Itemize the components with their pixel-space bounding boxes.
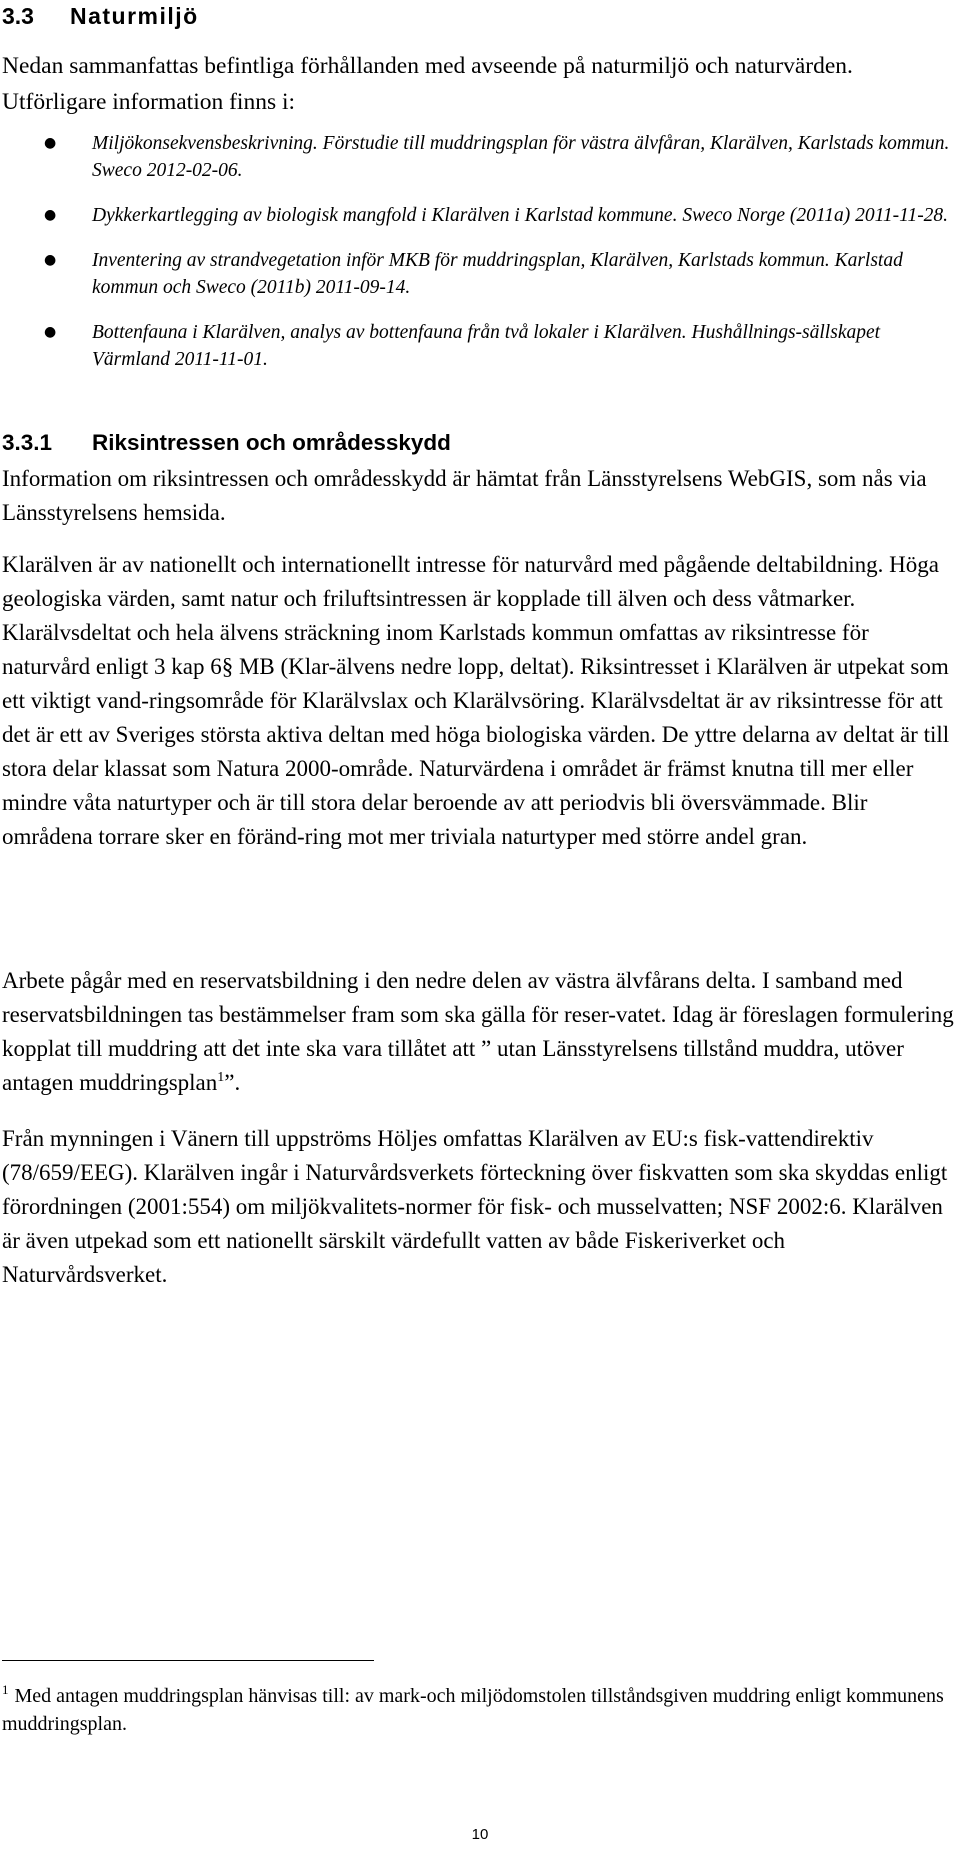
footnote-text: Med antagen muddringsplan hänvisas till: av mark-och miljödomstolen tillståndsgiven muddring enligt kommunens muddringsplan.	[2, 1685, 944, 1735]
paragraph-reservat-text: Arbete pågår med en reservatsbildning i den nedre delen av västra älvfårans delta. I samband med reservatsbildningen tas bestämmelser fram som ska gälla för reser-vatet. Idag är föreslagen formulering kopplat till muddring att det inte ska vara tillåtet att ” utan Länsstyrelsens tillstånd muddra, utöver antagen muddringsplan	[2, 968, 954, 1095]
reference-text: Inventering av strandvegetation inför MKB för muddringsplan, Klarälven, Karlstads kommun. Karlstad kommun och Sweco (2011b) 2011-09-14.	[92, 250, 903, 298]
bullet-icon: ●	[44, 135, 57, 151]
subsection-title: Riksintressen och områdesskydd	[92, 430, 451, 455]
intro-paragraph: Nedan sammanfattas befintliga förhållanden med avseende på naturmiljö och naturvärden. Utförligare information finns i:	[2, 53, 853, 115]
section-number: 3.3	[2, 3, 34, 29]
reference-list	[0, 130, 960, 391]
section-title: Naturmiljö	[70, 3, 199, 29]
paragraph-reservat	[2, 964, 956, 1100]
footnote	[2, 1682, 956, 1738]
paragraph-fiskvatten: Från mynningen i Vänern till uppströms Höljes omfattas Klarälven av EU:s fisk-vattendirektiv (78/659/EEG). Klarälven ingår i Naturvårdsverkets förteckning över fiskvatten som ska skyddas enligt förordningen (2001:554) om miljökvalitets-normer för fisk- och musselvatten; NSF 2002:6. Klarälven är även utpekad som ett nationellt särskilt värdefullt vatten av både Fiskeriverket och Naturvårdsverket.	[2, 1126, 948, 1287]
subsection-number: 3.3.1	[2, 430, 53, 455]
reference-item	[0, 130, 960, 184]
paragraph-reservat-end: ”.	[224, 1070, 241, 1095]
bullet-icon: ●	[44, 252, 57, 268]
reference-text: Dykkerkartlegging av biologisk mangfold i Klarälven i Karlstad kommune. Sweco Norge (2011a) 2011-11-28.	[92, 205, 949, 226]
reference-item	[0, 319, 960, 373]
reference-item	[0, 247, 960, 301]
bullet-icon: ●	[44, 207, 57, 223]
reference-text: Miljökonsekvensbeskrivning. Förstudie till muddringsplan för västra älvfåran, Klarälven, Karlstads kommun. Sweco 2012-02-06.	[92, 133, 950, 181]
page-number: 10	[471, 1826, 489, 1843]
section-heading	[2, 0, 199, 32]
subsection-heading	[2, 428, 451, 458]
footnote-marker: 1	[2, 1682, 9, 1697]
footnote-separator	[2, 1660, 374, 1661]
reference-text: Bottenfauna i Klarälven, analys av bottenfauna från två lokaler i Klarälven. Hushållnings-sällskapet Värmland 2011-11-01.	[92, 322, 881, 370]
reference-item	[0, 202, 960, 229]
paragraph-source-info: Information om riksintressen och områdesskydd är hämtat från Länsstyrelsens WebGIS, som nås via Länsstyrelsens hemsida.	[2, 466, 927, 525]
paragraph-riksintresse: Klarälven är av nationellt och internationellt intresse för naturvård med pågående deltabildning. Höga geologiska värden, samt natur och friluftsintressen är kopplade till älven och dess våtmarker. Klarälvsdeltat och hela älvens sträckning inom Karlstads kommun omfattas av riksintresse för naturvård enligt 3 kap 6§ MB (Klar-älvens nedre lopp, deltat). Riksintresset i Klarälven är utpekat som ett viktigt vand-ringsområde för Klarälvslax och Klarälvsöring. Klarälvsdeltat är av riksintresse för att det är ett av Sveriges största aktiva deltan med höga biologiska värden. De yttre delarna av deltat är till stora delar klassat som Natura 2000-område. Naturvärdena i området är främst knutna till mer eller mindre våta naturtyper och är till stora delar beroende av att periodvis bli översvämmade. Blir områdena torrare sker en föränd-ring mot mer triviala naturtyper med större andel gran.	[2, 552, 950, 849]
footnote-reference[interactable]: 1	[217, 1070, 225, 1085]
bullet-icon: ●	[44, 324, 57, 340]
